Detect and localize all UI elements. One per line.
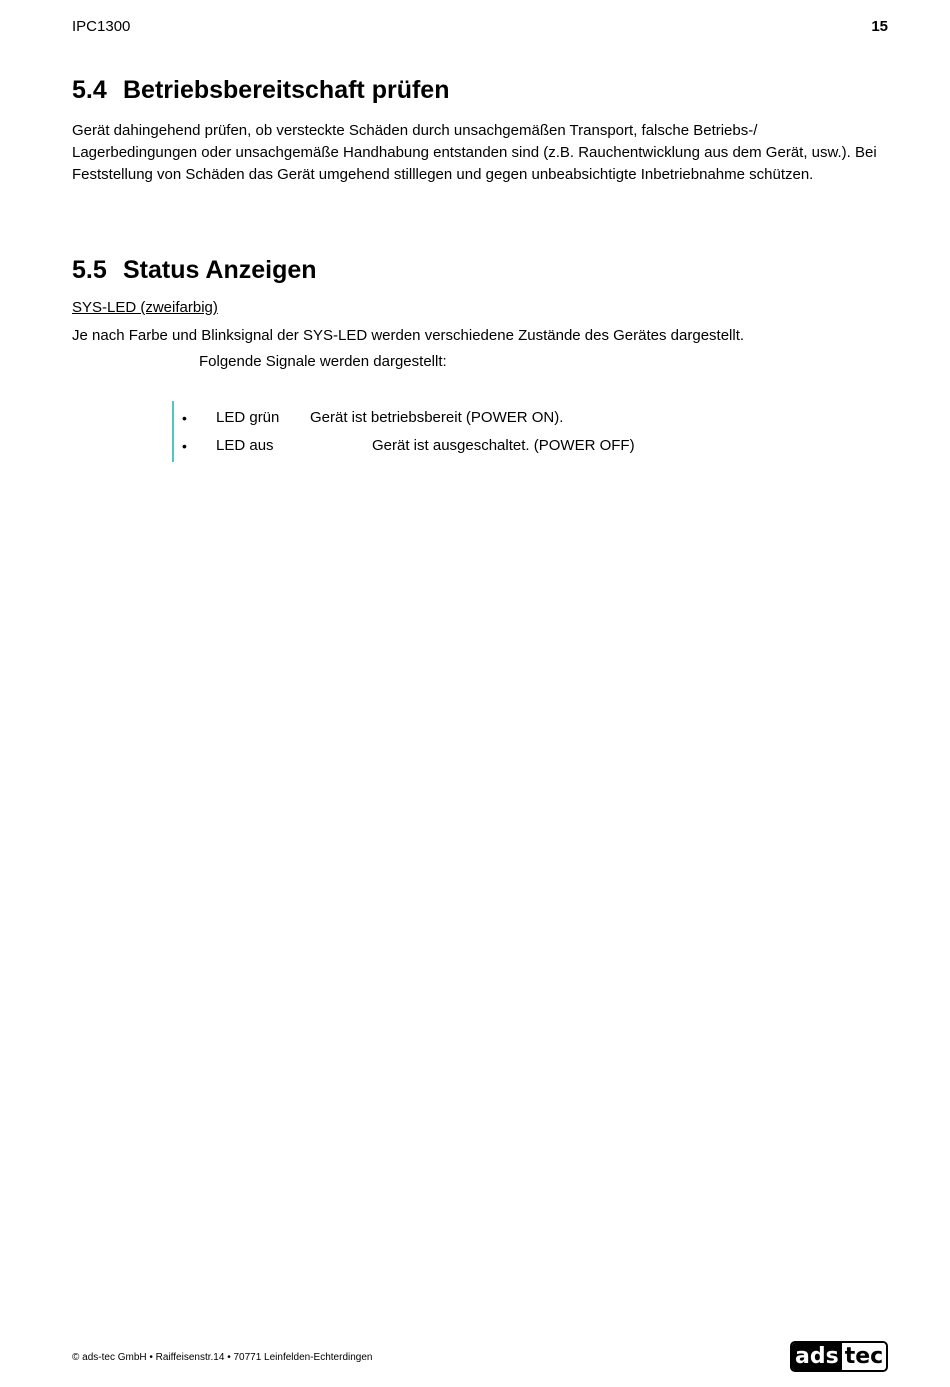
- section-5-5-intro: Je nach Farbe und Blinksignal der SYS-LED werden verschiedene Zustände des Gerätes dargestellt.: [72, 327, 745, 344]
- bullet-icon: •: [182, 438, 187, 454]
- section-5-5-heading: [72, 256, 317, 285]
- section-5-4-body: Gerät dahingehend prüfen, ob versteckte Schäden durch unsachgemäßen Transport, falsche Betriebs-/ Lagerbedingungen oder unsachgemäße Handhabung entstanden sind (z.B. Rauchentwicklung aus dem Gerät, usw.). Bei Feststellung von Schäden das Gerät umgehend stilllegen und gegen unbeabsichtigte Inbetriebnahme schützen.: [72, 122, 877, 183]
- section-5-5-number: 5.5: [72, 256, 107, 284]
- logo-part-ads: ads: [792, 1343, 842, 1370]
- led-signal-list: [172, 401, 694, 462]
- sys-led-subheading: SYS-LED (zweifarbig): [72, 299, 218, 316]
- logo-part-tec: tec: [842, 1343, 885, 1370]
- section-5-4-title: Betriebsbereitschaft prüfen: [123, 76, 450, 104]
- led-off-description: Gerät ist ausgeschaltet. (POWER OFF): [372, 437, 635, 454]
- header-product-name: IPC1300: [72, 18, 131, 35]
- section-5-5-title: Status Anzeigen: [123, 256, 317, 284]
- signals-intro: Folgende Signale werden dargestellt:: [199, 353, 447, 370]
- ads-tec-logo: [790, 1341, 888, 1372]
- section-5-4-heading: [72, 76, 449, 105]
- bullet-icon: •: [182, 410, 187, 426]
- page-number: 15: [871, 18, 888, 35]
- section-5-4-number: 5.4: [72, 76, 107, 104]
- footer-address: © ads-tec GmbH • Raiffeisenstr.14 • 70771 Leinfelden-Echterdingen: [72, 1352, 373, 1363]
- led-green-description: Gerät ist betriebsbereit (POWER ON).: [310, 409, 564, 426]
- led-off-label: LED aus: [216, 437, 274, 454]
- led-green-label: LED grün: [216, 409, 280, 426]
